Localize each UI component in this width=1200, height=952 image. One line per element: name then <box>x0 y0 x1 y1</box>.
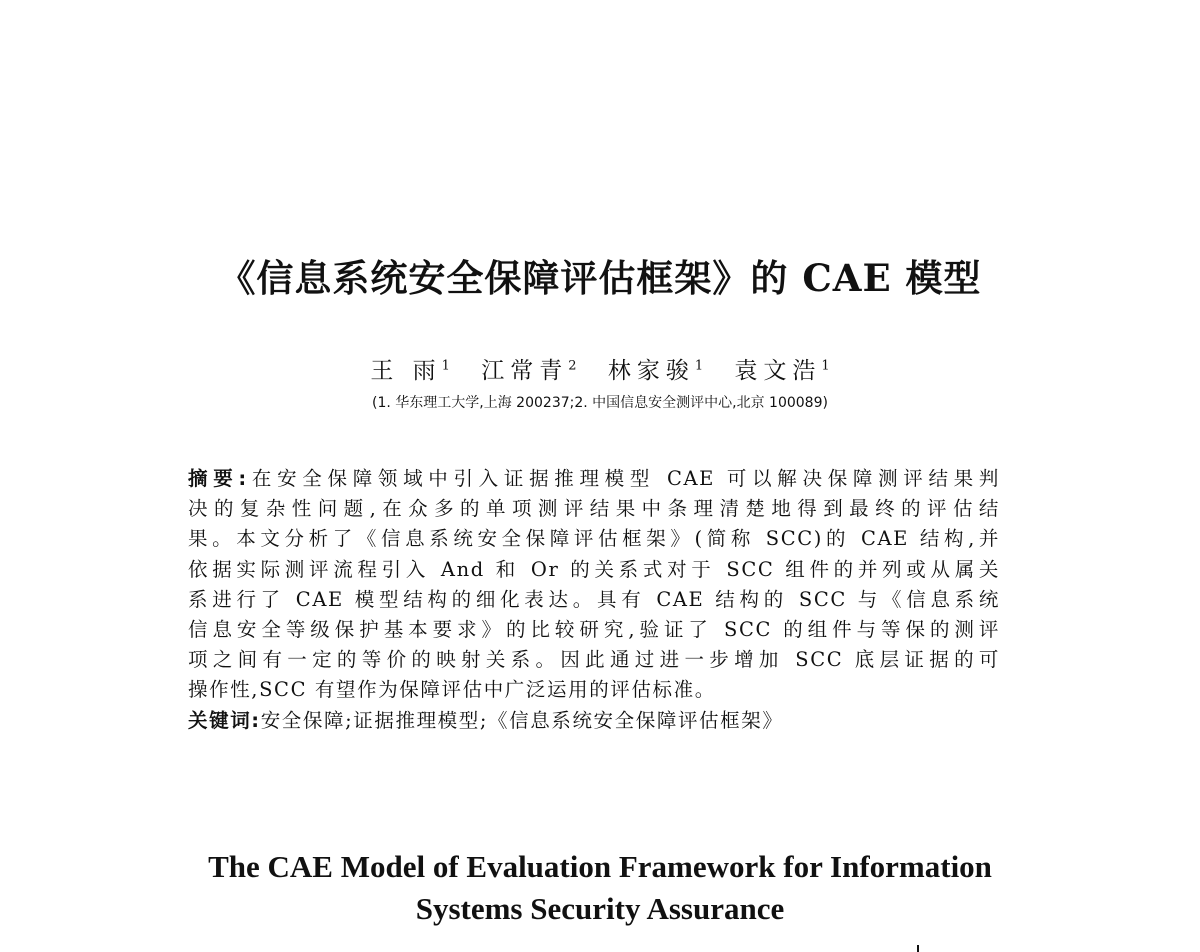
abstract-line: 系进行了 CAE 模型结构的细化表达。具有 CAE 结构的 SCC 与《信息系统 <box>188 587 1000 611</box>
author: 江常青$^2$ <box>481 358 577 384</box>
author: 林家骏$^1$ <box>607 358 704 384</box>
abstract-line: 决的复杂性问题,在众多的单项测评结果中条理清楚地得到最终的评估结 <box>188 497 1000 521</box>
abstract-line: 果。本文分析了《信息系统安全保障评估框架》(简称 SCC)的 CAE 结构,并 <box>188 527 1000 551</box>
title-en-line-2: Systems Security Assurance <box>415 891 785 926</box>
abstract-line: 依据实际测评流程引入 And 和 Or 的关系式对于 SCC 组件的并列或从属关 <box>188 557 1000 581</box>
author: 袁文浩$^1$ <box>734 358 830 384</box>
paper-title-english <box>0 846 1200 930</box>
abstract-label: 摘要: <box>188 467 248 490</box>
abstract-line: 操作性,SCC 有望作为保障评估中广泛运用的评估标准。 <box>188 678 716 702</box>
keywords-label: 关键词: <box>188 708 261 732</box>
author-affiliation-mark: 1 <box>821 358 830 374</box>
title-en-line-1: The CAE Model of Evaluation Framework for Information <box>208 849 992 884</box>
keywords-line <box>188 706 1000 736</box>
keywords-text: 安全保障;证据推理模型;《信息系统安全保障评估框架》 <box>260 708 784 732</box>
abstract-line: 摘要:在安全保障领域中引入证据推理模型 CAE 可以解决保障测评结果判 <box>188 467 1000 490</box>
author-list <box>0 352 1200 385</box>
author-affiliation-mark: 1 <box>441 358 450 374</box>
affiliation: (1. 华东理工大学,上海 200237;2. 中国信息安全测评中心,北京 100089) <box>372 395 828 411</box>
abstract-block <box>188 464 1000 736</box>
scan-mark <box>917 945 919 952</box>
abstract-line: 项之间有一定的等价的映射关系。因此通过进一步增加 SCC 底层证据的可 <box>188 648 1000 672</box>
paper-title-chinese: 《信息系统安全保障评估框架》的 CAE 模型 <box>218 256 982 300</box>
author: 王 雨$^1$ <box>370 358 450 384</box>
abstract-line: 信息安全等级保护基本要求》的比较研究,验证了 SCC 的组件与等保的测评 <box>188 617 1000 641</box>
author-affiliation-mark: 2 <box>568 358 577 374</box>
author-affiliation-mark: 1 <box>694 358 704 374</box>
